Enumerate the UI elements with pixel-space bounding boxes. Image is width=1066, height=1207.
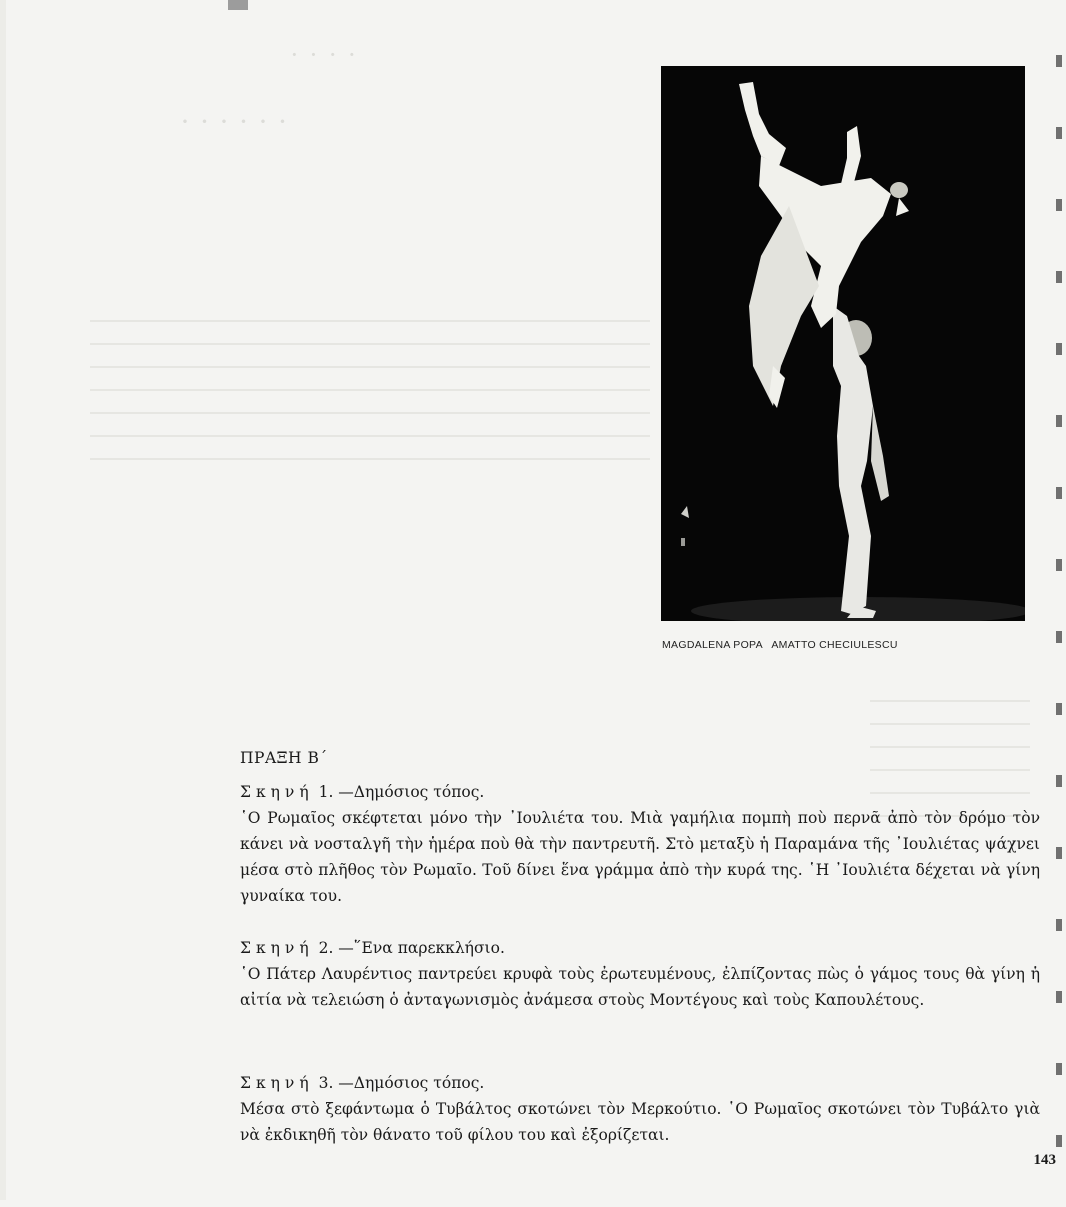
scene-1 [240,779,1040,909]
page-edge-shadow [0,0,6,1200]
scene-3-title: 3. —Δημόσιος τόπος. [318,1074,485,1092]
scene-2-heading [240,935,1040,961]
page-number: 143 [1033,1152,1056,1168]
dancers-illustration [661,66,1025,621]
scene-1-synopsis: ῾Ο Ρωμαῖος σκέφτεται μόνο τὴν ᾿Ιουλιέτα του. Μιὰ γαμήλια πομπὴ ποὺ περνᾶ ἀπὸ τὸν δρόμο τὸν κάνει νὰ νοσταλγῆ τὴν ἡμέρα ποὺ θὰ τὴν παντρευτῆ. Στὸ μεταξὺ ἡ Παραμάνα τῆς ᾿Ιουλιέτας ψάχνει μέσα στὸ πλῆθος τὸν Ρωμαῖο. Τοῦ δίνει ἕνα γράμμα ἀπὸ τὴν κυρά της. ῾Η ᾿Ιουλιέτα δέχεται νὰ γίνη γυναίκα του. [240,809,1040,905]
bleed-through-title: · · · · · · [180,105,289,138]
scene-2-title: 2. —῞Ενα παρεκκλήσιο. [318,939,505,957]
act-title: ΠΡΑΞΗ Β΄ [240,749,328,767]
photo-caption: MAGDALENA POPA AMATTO CHECIULESCU [662,639,898,651]
ballet-photograph [661,66,1025,621]
bleed-through-text [90,320,650,481]
scene-3-heading [240,1070,1040,1096]
scene-3 [240,1070,1040,1148]
scene-label: Σκηνή [240,1074,314,1092]
scan-mark [228,0,248,10]
scene-label: Σκηνή [240,939,314,957]
binding-edge-marks [1052,55,1066,1207]
bleed-through-heading: · · · · [290,40,359,69]
scene-1-title: 1. —Δημόσιος τόπος. [318,783,485,801]
scene-2 [240,935,1040,1013]
scene-label: Σκηνή [240,783,314,801]
scene-3-synopsis: Μέσα στὸ ξεφάντωμα ὁ Τυβάλτος σκοτώνει τὸν Μερκούτιο. ῾Ο Ρωμαῖος σκοτώνει τὸν Τυβάλτο γιὰ νὰ ἐκδικηθῆ τὸν θάνατο τοῦ φίλου του καὶ ἐξορίζεται. [240,1100,1040,1144]
scene-2-synopsis: ῾Ο Πάτερ Λαυρέντιος παντρεύει κρυφὰ τοὺς ἐρωτευμένους, ἐλπίζοντας πὼς ὁ γάμος τους θὰ γίνη ἡ αἰτία νὰ τελειώση ὁ ἀνταγωνισμὸς ἀνάμεσα στοὺς Μοντέγους καὶ τοὺς Καπουλέτους. [240,965,1040,1009]
scene-1-heading [240,779,1040,805]
